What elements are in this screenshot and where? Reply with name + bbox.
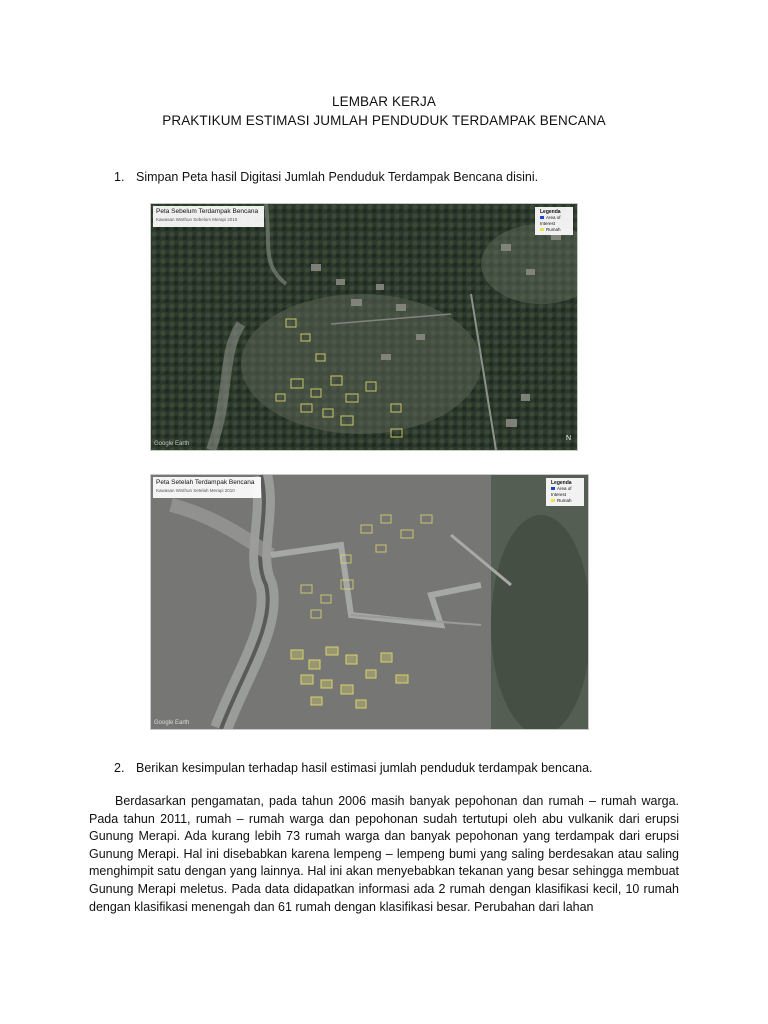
map-before-title	[153, 206, 264, 227]
practicum-title: PRAKTIKUM ESTIMASI JUMLAH PENDUDUK TERDAMPAK BENCANA	[162, 113, 606, 128]
map-after-legend	[546, 478, 584, 506]
google-earth-watermark: Google Earth	[154, 441, 190, 447]
map-after-disaster	[150, 474, 589, 730]
map-after-title	[153, 477, 261, 498]
worksheet-title: LEMBAR KERJA	[332, 94, 436, 109]
map-before-legend	[535, 207, 573, 235]
map-before-sublabel: Kawasan Wisthun Sebelum Merapi 2010	[156, 217, 238, 222]
map-before-disaster	[150, 203, 578, 451]
legend-title: Legenda	[551, 480, 572, 486]
aoi-swatch-icon	[551, 487, 555, 490]
aoi-swatch-icon	[540, 216, 544, 219]
rumah-swatch-icon	[540, 228, 544, 231]
question-1-text: Simpan Peta hasil Digitasi Jumlah Penduduk Terdampak Bencana disini.	[136, 170, 539, 184]
map-after-imagery	[151, 475, 588, 729]
question-2	[114, 761, 593, 775]
map-before-label: Peta Sebelum Terdampak Bencana	[156, 208, 259, 215]
legend-aoi: Area of Interest	[540, 215, 561, 226]
question-1	[114, 170, 538, 184]
rumah-swatch-icon	[551, 499, 555, 502]
google-earth-watermark: Google Earth	[154, 720, 190, 726]
map-after-label: Peta Setelah Terdampak Bencana	[156, 479, 255, 486]
legend-rumah: Rumah	[557, 498, 572, 503]
question-2-number: 2.	[114, 761, 125, 775]
map-after-sublabel: Kawasan Wisthun Setelah Merapi 2010	[156, 488, 235, 493]
question-1-number: 1.	[114, 170, 125, 184]
question-2-text: Berikan kesimpulan terhadap hasil estimasi jumlah penduduk terdampak bencana.	[136, 761, 593, 775]
conclusion-paragraph: Berdasarkan pengamatan, pada tahun 2006 masih banyak pepohonan dan rumah – rumah warga. Pada tahun 2011, rumah – rumah warga dan pepohonan sudah tertutupi oleh abu vulkanik dari erupsi Gunung Merapi. Ada kurang lebih 73 rumah warga dan banyak pepohonan yang terdampak dari erupsi Gunung Merapi. Hal ini disebabkan karena lempeng – lempeng bumi yang saling berdesakan atau saling menghimpit satu dengan yang lainnya. Hal ini akan menyebabkan tekanan yang besar sehingga membuat Gunung Merapi meletus. Pada data didapatkan informasi ada 2 rumah dengan klasifikasi kecil, 10 rumah dengan klasifikasi menengah dan 61 rumah dengan klasifikasi besar. Perubahan dari lahan	[89, 794, 679, 914]
map-before-imagery	[151, 204, 577, 450]
legend-aoi: Area of Interest	[551, 486, 572, 497]
legend-title: Legenda	[540, 209, 561, 215]
north-arrow-icon: N	[565, 435, 571, 442]
legend-rumah: Rumah	[546, 227, 561, 232]
